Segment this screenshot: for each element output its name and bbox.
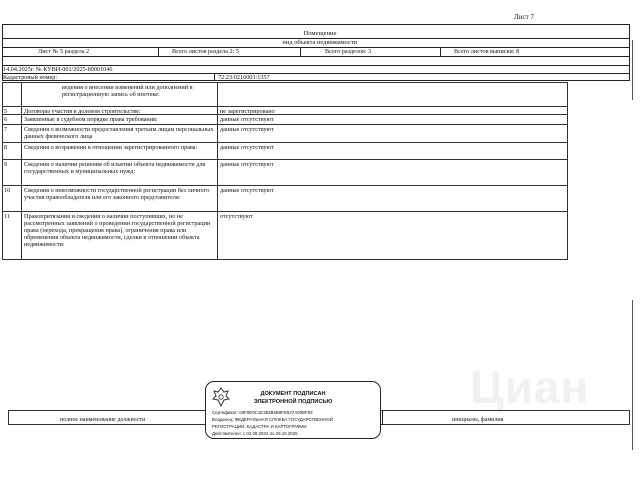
stamp-certificate: Сертификат: 00F0E0C1E382B6B8FE927A00BF93 — [212, 410, 313, 415]
table-row — [2, 159, 568, 185]
row-number: 7 — [2, 125, 22, 142]
row-label: Правопритязания и сведения о наличии поступивших, но не рассмотренных заявлений о проведении государственной регистрации права (перехода, прекращения права), ограничения права или обременения объекта недвижимости, сделки в отношении объекта недвижимости: — [22, 212, 218, 260]
row-value: данные отсутствуют — [220, 116, 274, 123]
row-value: не зарегистрировано — [220, 108, 275, 114]
section-title: Помещение — [303, 30, 337, 37]
cadastral-label: Кадастровый номер: — [3, 74, 58, 81]
sections-total: Всего разделов: 3 — [325, 48, 372, 55]
table-row — [2, 142, 568, 159]
row-number: 8 — [2, 143, 22, 159]
table-row — [2, 124, 568, 142]
scan-edge-line — [632, 40, 633, 100]
row-label: Договоры участия в долевом строительстве: — [22, 107, 218, 114]
stamp-owner-cont: РЕГИСТРАЦИИ, КАДАСТРА И КАРТОГРАФИИ — [212, 424, 307, 429]
sheets-in-extract: Всего листов выписки: 8 — [454, 48, 520, 55]
stamp-subtitle: ЭЛЕКТРОННОЙ ПОДПИСЬЮ — [253, 399, 333, 405]
row-label: Сведения о возражении в отношении зарегистрированного права: — [22, 143, 218, 159]
row-number: 6 — [2, 115, 22, 124]
row-number: 9 — [2, 160, 22, 185]
object-type: вид объекта недвижимости — [282, 39, 358, 46]
name-label: инициалы, фамилия — [452, 417, 504, 423]
table-row — [2, 82, 568, 106]
stamp-validity: Действителен: с 02.08.2024 по 26.10.2025 — [212, 431, 298, 436]
row-value: данные отсутствуют — [220, 126, 274, 133]
scan-edge-line — [632, 300, 633, 450]
row-number: 5 — [2, 107, 22, 114]
stamp-title: ДОКУМЕНТ ПОДПИСАН — [260, 391, 326, 397]
row-value: отсутствуют — [220, 213, 253, 220]
cadastral-value: 72:23:0216003:1357 — [218, 74, 270, 81]
sheet-of-section: Лист № 5 раздела 2 — [38, 48, 90, 55]
extract-date-number: 14.04.2025г. № КУВИ-001/2025-89001046 — [3, 66, 113, 73]
table-row — [2, 106, 568, 114]
table-row — [2, 185, 568, 211]
row-label: Сведения о возможности предоставления третьим лицам персональных данных физического лица — [22, 125, 218, 142]
stamp-owner: Владелец: ФЕДЕРАЛЬНАЯ СЛУЖБА ГОСУДАРСТВЕННОЙ — [212, 417, 333, 422]
sheets-in-section: Всего листов раздела 2: 5 — [172, 48, 239, 55]
watermark-logo: Циан — [470, 361, 590, 413]
row-value: данные отсутствуют — [220, 144, 274, 151]
row-number: 10 — [2, 186, 22, 211]
row-number: 11 — [2, 212, 22, 260]
row-label: Заявленные в судебном порядке права требования: — [22, 115, 218, 124]
row-label: Сведения о наличии решения об изъятии объекта недвижимости для государственных и муниципальных нужд: — [22, 160, 218, 185]
row-label: Сведения о невозможности государственной регистрации без личного участия правообладателя или его законного представителя: — [22, 186, 218, 211]
table-row — [2, 114, 568, 124]
row-value: данные отсутствуют — [220, 187, 274, 194]
row-number — [2, 83, 22, 106]
e-signature-stamp — [205, 381, 381, 439]
position-label: полное наименование должности — [60, 417, 146, 423]
row-value — [218, 83, 568, 106]
table-row — [2, 211, 568, 260]
sheet-number: Лист 7 — [514, 13, 534, 21]
row-label: ведения о внесении изменений или дополнений в регистрационную запись об ипотеке: — [22, 83, 218, 106]
row-value: данные отсутствуют — [220, 161, 274, 168]
